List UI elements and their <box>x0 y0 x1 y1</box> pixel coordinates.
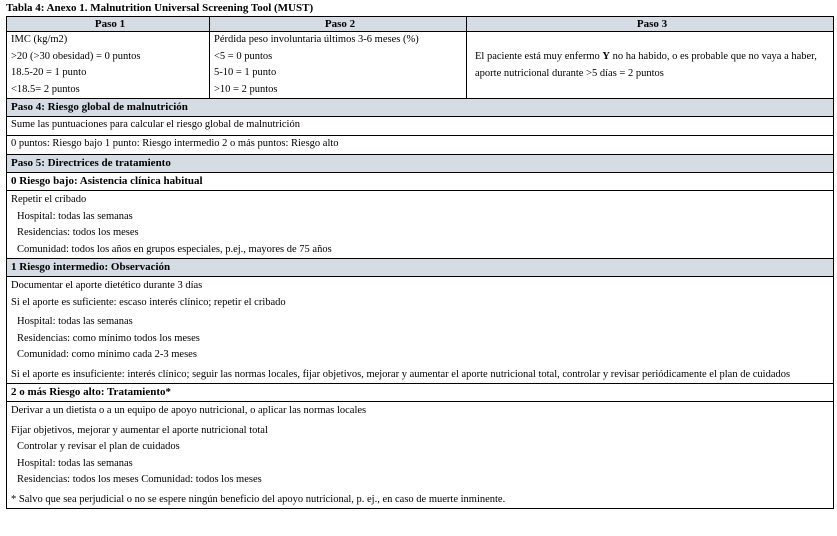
riesgo-bajo-item: Residencias: todos los meses <box>17 227 139 238</box>
riesgo-intermedio-row <box>7 277 834 384</box>
paso4-title: Paso 4: Riesgo global de malnutrición <box>7 99 834 117</box>
paso4-line1: Sume las puntuaciones para calcular el riesgo global de malnutrición <box>7 117 834 136</box>
paso4-line2: 0 puntos: Riesgo bajo 1 punto: Riesgo intermedio 2 o más puntos: Riesgo alto <box>7 136 834 155</box>
paso2-line: >10 = 2 puntos <box>214 83 278 95</box>
riesgo-intermedio-cell <box>7 277 834 384</box>
paso3-text-bold: Y <box>602 51 610 62</box>
paso1-line: <18.5= 2 puntos <box>11 83 80 95</box>
paso1-line: >20 (>30 obesidad) = 0 puntos <box>11 50 141 62</box>
riesgo-bajo-item: Comunidad: todos los años en grupos especiales, p.ej., mayores de 75 años <box>17 243 332 255</box>
riesgo-alto-row <box>7 402 834 509</box>
paso1-cell <box>7 32 210 99</box>
riesgo-intermedio-line: Si el aporte es insuficiente: interés clínico; seguir las normas locales, fijar objetivos, mejorar y aumentar el aporte nutricional total, controlar y revisar periódicamente el plan de cuidados <box>11 368 791 380</box>
paso3-text-after: no ha habido, o es probable que no vaya a haber, aporte nutricional durante >5 días = 2 puntos <box>475 51 817 79</box>
riesgo-bajo-cell <box>7 191 834 259</box>
footnote: * Salvo que sea perjudicial o no se espere ningún beneficio del apoyo nutricional, p. ej., en caso de muerte inminente. <box>11 493 506 505</box>
table-caption: Tabla 4: Anexo 1. Malnutrition Universal Screening Tool (MUST) <box>6 2 314 14</box>
riesgo-alto-title: 2 o más Riesgo alto: Tratamiento* <box>7 384 834 402</box>
paso1-line: IMC (kg/m2) <box>11 34 68 45</box>
paso5-title-row <box>7 155 834 173</box>
paso2-cell <box>210 32 467 99</box>
paso2-header: Paso 2 <box>210 17 467 32</box>
riesgo-intermedio-line: Documentar el aporte dietético durante 3 días <box>11 280 203 291</box>
riesgo-intermedio-line: Si el aporte es suficiente: escaso interés clínico; repetir el cribado <box>11 296 286 308</box>
paso2-line: Pérdida peso involuntaria últimos 3-6 meses (%) <box>214 34 419 45</box>
riesgo-alto-line: Derivar a un dietista o a un equipo de apoyo nutricional, o aplicar las normas locales <box>11 405 367 416</box>
paso3-header: Paso 3 <box>467 17 834 32</box>
riesgo-alto-item: Hospital: todas las semanas <box>17 457 133 469</box>
paso5-title: Paso 5: Directrices de tratamiento <box>7 155 834 173</box>
riesgo-intermedio-item: Hospital: todas las semanas <box>17 316 133 327</box>
riesgo-bajo-item: Hospital: todas las semanas <box>17 210 133 222</box>
riesgo-bajo-title-row <box>7 173 834 191</box>
paso1-header: Paso 1 <box>7 17 210 32</box>
riesgo-alto-cell <box>7 402 834 509</box>
paso4-row <box>7 117 834 136</box>
paso2-line: <5 = 0 puntos <box>214 50 273 62</box>
step-content-row <box>7 32 834 99</box>
riesgo-alto-title-row <box>7 384 834 402</box>
must-table <box>6 16 834 509</box>
riesgo-intermedio-title: 1 Riesgo intermedio: Observación <box>7 259 834 277</box>
riesgo-intermedio-item: Residencias: como mínimo todos los meses <box>17 332 200 344</box>
paso3-text-before: El paciente está muy enfermo <box>475 51 603 62</box>
step-header-row <box>7 17 834 32</box>
riesgo-bajo-row <box>7 191 834 259</box>
riesgo-alto-item: Residencias: todos los meses Comunidad: todos los meses <box>17 474 262 485</box>
riesgo-bajo-title: 0 Riesgo bajo: Asistencia clínica habitual <box>7 173 834 191</box>
paso1-line: 18.5-20 = 1 punto <box>11 67 87 78</box>
paso4-row <box>7 136 834 155</box>
riesgo-intermedio-item: Comunidad: como mínimo cada 2-3 meses <box>17 349 197 360</box>
riesgo-intermedio-title-row <box>7 259 834 277</box>
riesgo-alto-item: Controlar y revisar el plan de cuidados <box>17 441 180 452</box>
paso4-title-row <box>7 99 834 117</box>
paso3-cell <box>467 32 834 99</box>
riesgo-alto-line: Fijar objetivos, mejorar y aumentar el aporte nutricional total <box>11 424 268 436</box>
riesgo-bajo-line: Repetir el cribado <box>11 194 87 205</box>
paso2-line: 5-10 = 1 punto <box>214 67 277 78</box>
